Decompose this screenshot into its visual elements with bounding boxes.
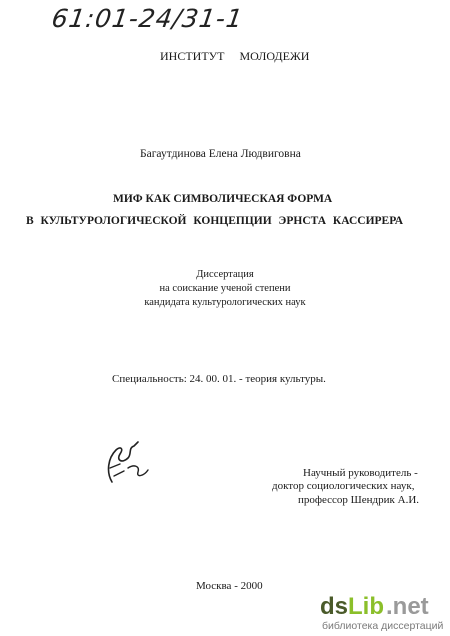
city-year: Москва - 2000 [196, 580, 263, 592]
specialty-line: Специальность: 24. 00. 01. - теория культуры. [112, 373, 326, 385]
dissertation-label: Диссертация [196, 269, 254, 280]
supervisor-label: Научный руководитель - [303, 467, 418, 479]
handwritten-catalog-number: 61:01-24/31-1 [49, 4, 246, 33]
institute-name: ИНСТИТУТ МОЛОДЕЖИ [160, 49, 310, 63]
handwritten-signature [98, 438, 158, 486]
author-name: Багаутдинова Елена Людвиговна [140, 148, 301, 160]
svg-text:ds: ds [320, 593, 349, 620]
svg-text:.net: .net [386, 593, 429, 620]
title-line-1: МИФ КАК СИМВОЛИЧЕСКАЯ ФОРМА [113, 193, 333, 205]
dslib-logo [318, 590, 448, 620]
degree-name: кандидата культурологических наук [144, 297, 306, 308]
degree-purpose: на соискание ученой степени [159, 283, 291, 294]
watermark[interactable] [318, 590, 448, 634]
svg-text:Lib: Lib [348, 593, 384, 620]
watermark-caption: библиотека диссертаций [322, 620, 444, 632]
supervisor-degree: доктор социологических наук, [272, 480, 415, 492]
supervisor-name: профессор Шендрик А.И. [298, 494, 420, 506]
title-line-2: В КУЛЬТУРОЛОГИЧЕСКОЙ КОНЦЕПЦИИ ЭРНСТА КАССИРЕРА [26, 215, 404, 227]
